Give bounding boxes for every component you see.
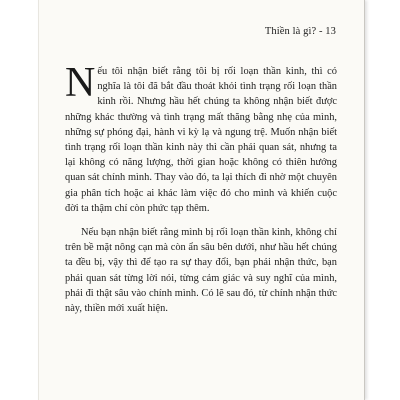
drop-cap-letter: N — [65, 60, 96, 106]
paragraph-1-text: ếu tôi nhận biết rằng tôi bị rối loạn thần kinh, thì có nghĩa là tôi đã bắt đầu thoát khỏi tình trạng rối loạn thần kinh rồi. Nhưng hầu hết chúng ta không nhận biết được những khác thường và tình trạng mất thăng bằng nhẹ của mình, những sự phóng đại, hành vi kỳ lạ và ngung trệ. Muốn nhận biết tình trạng rối loạn thần kinh này thì cần phải quan sát, nhưng ta lại không có năng lượng, thời gian hoặc không có thiên hướng quan sát chính mình. Thay vào đó, ta lại thích đi nhờ một chuyên gia phân tích hoặc ai khác làm việc đó cho mình và khiến cuộc đời ta thậm chí còn phức tạp thêm. — [65, 66, 337, 214]
paragraph-1 — [65, 60, 337, 216]
paragraph-2: Nếu bạn nhận biết rằng mình bị rối loạn thần kinh, không chỉ trên bề mặt nông cạn mà còn ẩn sâu bên dưới, như hầu hết chúng ta đều bị, vậy thì để tạo ra sự thay đổi, bạn phải nhận thức, bạn phải quan sát từng lời nói, từng cảm giác và suy nghĩ của mình, phải đi thật sâu vào chính mình. Có lẽ sau đó, từ chính nhận thức này, thiền mới xuất hiện. — [65, 227, 337, 315]
body-text — [65, 60, 337, 316]
running-header: Thiền là gì? - 13 — [264, 26, 336, 37]
